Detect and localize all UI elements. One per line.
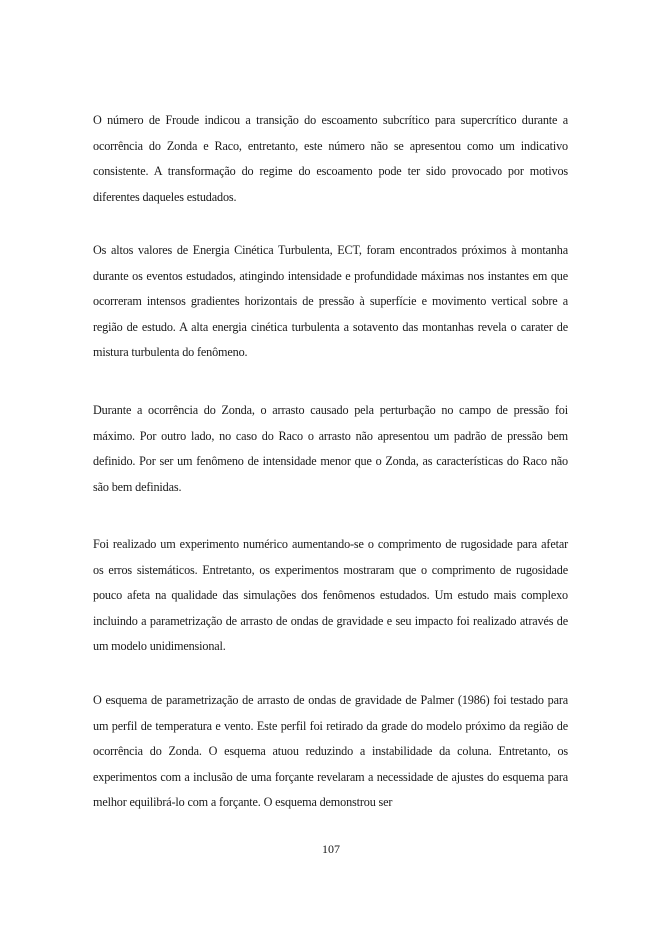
paragraph-ect: Os altos valores de Energia Cinética Turbulenta, ECT, foram encontrados próximos à montanha durante os eventos estudados, atingindo intensidade e profundidade máximas nos instantes em que ocorreram intensos gradientes horizontais de pressão à superfície e movimento vertical sobre a região de estudo. A alta energia cinética turbulenta a sotavento das montanhas revela o carater de mistura turbulenta do fenômeno. bbox=[93, 243, 568, 359]
page-number: 107 bbox=[322, 842, 340, 856]
paragraph-palmer: O esquema de parametrização de arrasto de ondas de gravidade de Palmer (1986) foi testado para um perfil de temperatura e vento. Este perfil foi retirado da grade do modelo próximo da região de ocorrência do Zonda. O esquema atuou reduzindo a instabilidade da coluna. Entretanto, os experimentos com a inclusão de uma forçante revelaram a necessidade de ajustes do esquema para melhor equilibrá-lo com a forçante. O esquema demonstrou ser bbox=[93, 693, 568, 809]
paragraph-arrasto: Durante a ocorrência do Zonda, o arrasto causado pela perturbação no campo de pressão foi máximo. Por outro lado, no caso do Raco o arrasto não apresentou um padrão de pressão bem definido. Por ser um fenômeno de intensidade menor que o Zonda, as características do Raco não são bem definidas. bbox=[93, 403, 568, 494]
paragraph-rugosidade: Foi realizado um experimento numérico aumentando-se o comprimento de rugosidade para afetar os erros sistemáticos. Entretanto, os experimentos mostraram que o comprimento de rugosidade pouco afeta na qualidade das simulações dos fenômenos estudados. Um estudo mais complexo incluindo a parametrização de arrasto de ondas de gravidade e seu impacto foi realizado através de um modelo unidimensional. bbox=[93, 537, 568, 653]
paragraph-froude: O número de Froude indicou a transição do escoamento subcrítico para supercrítico durante a ocorrência do Zonda e Raco, entretanto, este número não se apresentou como um indicativo consistente. A transformação do regime do escoamento pode ter sido provocado por motivos diferentes daqueles estudados. bbox=[93, 113, 568, 204]
